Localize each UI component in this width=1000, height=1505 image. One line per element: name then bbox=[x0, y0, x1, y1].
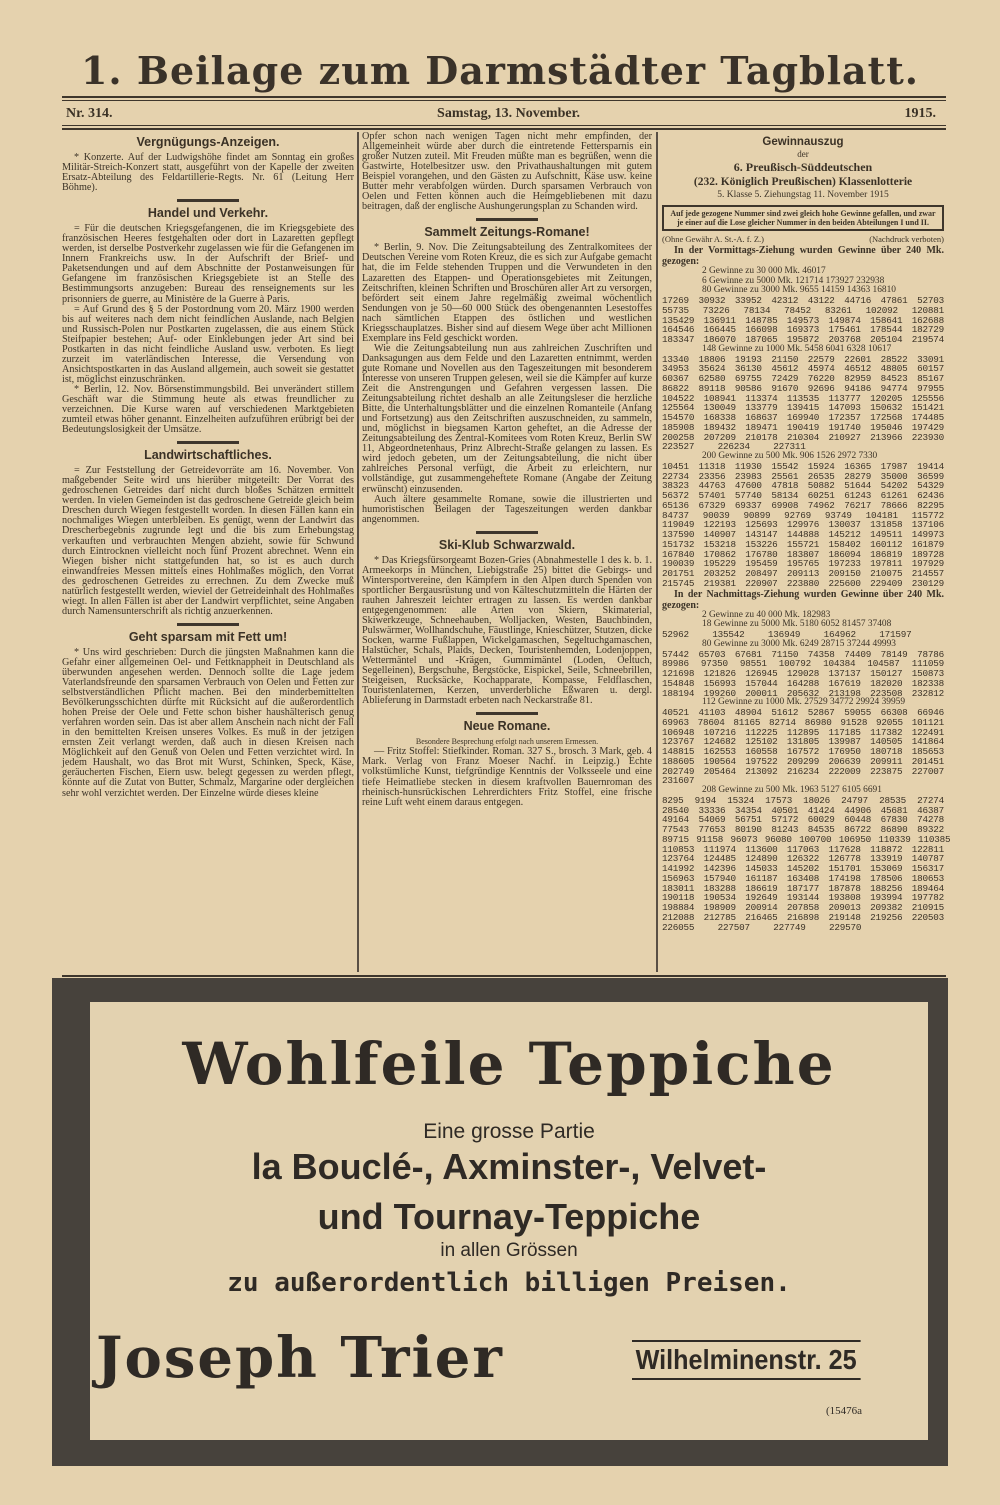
section-divider bbox=[476, 712, 538, 715]
column-divider bbox=[357, 132, 359, 972]
header-rule bbox=[62, 125, 946, 126]
number-row: 135429 136911 148785 149573 149874 158641 162688 bbox=[662, 314, 944, 326]
number-row: 215745 219381 220907 223880 225600 229409 230129 bbox=[662, 577, 944, 589]
number-row: 22734 23356 23983 25561 26535 28279 35000 36599 bbox=[662, 470, 944, 482]
lottery-title: 6. Preußisch-Süddeutschen bbox=[733, 160, 873, 174]
number-row: 28540 33336 34354 40501 41424 44906 45681 46387 bbox=[662, 804, 944, 816]
number-row: 200258 207209 210178 210304 210927 213966 223930 bbox=[662, 431, 944, 443]
article bbox=[62, 630, 354, 799]
lottery-class: 5. Klasse 5. Ziehungstag 11. November 1915 bbox=[717, 190, 889, 200]
morning-results bbox=[662, 267, 944, 589]
ad-line: zu außerordentlich billigen Preisen. bbox=[227, 1268, 791, 1298]
number-row: 226055 227507 227749 229570 bbox=[662, 921, 862, 933]
column-2 bbox=[362, 132, 652, 808]
article bbox=[62, 206, 354, 435]
article bbox=[362, 719, 652, 807]
number-row: 8295 9194 15324 17573 18026 24797 28535 27274 bbox=[662, 794, 944, 806]
number-row: 201751 203252 208497 209113 209150 210075 214557 bbox=[662, 568, 944, 579]
paragraph: * Berlin, 12. Nov. Börsenstimmungsbild. Bei unverändert stillem Geschäft war die Stimmung heute als etwas freundlicher zu verzeichnen. Die Kurse waren auf verschiedenen Marktgebieten zumteil etwas höher genannt. Einzelheiten aufzuführen erübrigt bei der Bedeutungslosigkeit der Umsätze. bbox=[62, 383, 354, 436]
number-row: 119049 122193 125693 129976 130037 131858 137106 bbox=[662, 519, 944, 531]
number-row: 55735 73226 78134 78452 83261 102092 120881 bbox=[662, 304, 944, 316]
number-row: 13340 18806 19193 21150 22579 22601 28522 33091 bbox=[662, 353, 944, 365]
paragraph: = Für die deutschen Kriegsgefangenen, die im Kriegsgebiete des französischen Heeres festgehalten oder dort in Lazaretten gepflegt werden, ist derselbe Postverkehr zugelassen wie für die Gefangenen im Innern Frankreichs usw. In der Aufschrift der Brief- und Paketsendungen und auf dem Abschnitte der Postanweisungen für Gefangene im französischen Kriegsgebiete ist an Stelle des Bestimmungsorts anzugeben: Bureau des renseignements sur les prisonniers de guerre, au Ministère de la Guerre à Paris. bbox=[62, 223, 354, 305]
drawing-intro: In der Nachmittags-Ziehung wurden Gewinne über 240 Mk. gezogen: bbox=[662, 588, 944, 611]
number-row: 183011 183288 186619 187177 187878 188256 189464 bbox=[662, 882, 944, 894]
number-row: 151732 153218 153226 155721 158402 160112 161879 bbox=[662, 538, 944, 550]
number-row: 52962 135542 136949 164962 171597 bbox=[662, 629, 912, 640]
article-heading: Handel und Verkehr. bbox=[147, 206, 269, 221]
article-heading: Ski-Klub Schwarzwald. bbox=[438, 537, 576, 552]
ad-line: in allen Grössen bbox=[440, 1240, 578, 1261]
issue-year: 1915. bbox=[904, 106, 936, 121]
issue-date: Samstag, 13. November. bbox=[437, 106, 581, 121]
paragraph: = Zur Feststellung der Getreidevorräte am 16. November. Von maßgebender Seite wird uns hierüber mitgeteilt: Der Vorrat des gedroschenen Getreides darf nicht durch bloßes Schätzen ermittelt werden. In vielen Gemeinden ist das gedroschene Getreide gleich beim Dreschen durch Wiegen festgestellt worden. In diesen Fällen kann ein nochmaliges Wiegen unterbleiben. Es genügt, wenn der Landwirt das Drescherbegebnis zugrunde legt und die bis zum Erhebungstag verkauften und verbrauchten Mengen abzieht, sowie für Schwund durch Eintrocknen vielleicht noch fünf Prozent abrechnet. Wenn ein Wiegen bisher nicht stattgefunden hat, so ist es auch durch einwandfreies Messen mittels eines Hohlmaßes möglich, den Vorrat des gedroschenen Getreides zu errechnen. Zu dem Zwecke muß natürlich festgestellt werden, wieviel der Getreideinhalt des Hohlmaßes wiegt. In allen Fällen ist aber der Landwirt verpflichtet, seine Angaben durch Namensunterschrift als richtig anzuerkennen. bbox=[62, 465, 354, 617]
paragraph: * Das Kriegsfürsorgeamt Bozen-Gries (Abnahmestelle 1 des k. b. 1. Armeekorps in München, Liebigstraße 25) bittet die Gebirgs- und Wintersportvereine, den Kämpfern in den Alpen durch Spenden von sportlicher Bergausrüstung und von Kälteschutzmitteln die Härten der rauhen Jahreszeit leichter ertragen zu lassen. Es werden dankbar entgegengenommen: alle Arten von Skiern, Skimaterial, Skiwerkzeuge, Schneehauben, Wolljacken, Westen, Bauchbinden, Pulswärmer, Wollhandschuhe, Fäustlinge, Knieschützer, Stutzen, dicke Socken, warme Fußlappen, Wickelgamaschen, Segeltuchgamaschen, Halstücher, Schals, Plaids, Decken, Touristenhemden, Lodenjoppen, Wettermäntel und -Krägen, Gummimäntel (Loden, Oeltuch, Segelleinen), Bergschuhe, Bergstöcke, Eispickel, Seile, Schneebrillen, Steigeisen, Rucksäcke, Kochapparate, Kompasse, Feldflaschen, Touristenlaternen, Kerzen, unverderbliche Eßwaren u. dergl. Ablieferung in Darmstadt erbeten nach Neckarstraße 81. bbox=[362, 554, 652, 707]
number-row: 167840 170862 176780 183807 186094 186819 189728 bbox=[662, 548, 944, 560]
ad-line: und Tournay-Teppiche bbox=[317, 1196, 701, 1237]
number-row: 154848 156993 157044 164288 167619 182020 182338 bbox=[662, 677, 944, 689]
number-row: 125564 130049 133779 139415 147093 150632 151421 bbox=[662, 402, 944, 414]
paragraph: * Uns wird geschrieben: Durch die jüngsten Maßnahmen kann die Gefahr einer allgemeinen Oel- und Fettknappheit in Deutschland als überwunden angesehen werden. Dennoch sollte die Lage jedem Vaterlandsfreunde den sparsamen Verbrauch von Oelen und Fetten zur selbstverständlichen Pflicht machen. Bei den minderbemittelten Bevölkerungsschichten dürfte mit Rücksicht auf die außerordentlich hohen Preise der Oele und Fette schon bisher haushälterisch genug verfahren worden sein. Das ist aber allem Anschein nach nicht der Fall in den bemittelten Kreisen unseres Volkes. Es muß in der jetzigen ernsten Zeit verlangt werden, daß auch in diesen Kreisen nach Möglichkeit auf den Genuß von Oelen und Fetten verzichtet wird. In jedem Haushalt, wo das Brot mit Wurst, Schinken, Speck, Käse, geräucherten Fischen, Eiern usw. belegt gegessen zu werden pflegt, könnte auf die Zutat von Butter, Schmalz, Margarine oder dergleichen sehr wohl verzichtet werden. Der Einzelne würde dieses kleine bbox=[62, 646, 354, 799]
article bbox=[62, 135, 354, 193]
number-row: 106948 107216 112225 112895 117185 117382 122491 bbox=[662, 726, 944, 738]
article bbox=[362, 538, 652, 707]
number-row: 188605 190564 197522 209299 206639 209911 201451 bbox=[662, 755, 944, 767]
lottery-column bbox=[662, 132, 951, 933]
lottery-heading: Gewinnauszug bbox=[762, 136, 844, 148]
article bbox=[362, 225, 652, 524]
section-divider bbox=[476, 531, 538, 534]
number-row: 34953 35624 36130 45612 45974 46512 48805 60157 bbox=[662, 363, 944, 375]
prize-group: 2 Gewinne zu 40 000 Mk. 182983 bbox=[702, 609, 831, 620]
number-row: 190118 190534 192649 193144 193808 193994 197782 bbox=[662, 892, 944, 904]
masthead-title: 1. Beilage zum Darmstädter Tagblatt. bbox=[80, 48, 920, 93]
number-row: 38323 44763 47600 47818 50882 51644 54202 54329 bbox=[662, 480, 944, 492]
number-row: 123767 124682 125102 131805 139987 140505 141864 bbox=[662, 736, 944, 748]
issue-line bbox=[66, 106, 936, 122]
number-row: 77543 77653 80190 81243 84535 86722 86890 89322 bbox=[662, 824, 944, 835]
lottery-notes bbox=[662, 235, 944, 245]
number-row: 84737 90039 90899 92769 93749 104181 115772 bbox=[662, 509, 944, 521]
section-divider bbox=[177, 441, 239, 444]
number-row: 190039 195229 195459 195765 197233 197811 197929 bbox=[662, 558, 944, 570]
number-row: 137590 140907 143147 144888 145212 149511 149973 bbox=[662, 529, 944, 540]
ad-line: la Bouclé-, Axminster-, Velvet- bbox=[251, 1146, 767, 1187]
number-row: 10451 11318 11930 15542 15924 16365 17987 19414 bbox=[662, 460, 944, 472]
header-rule bbox=[62, 96, 946, 98]
paragraph: Opfer schon nach wenigen Tagen nicht mehr empfinden, der Allgemeinheit würde aber durch die eintretende Fettersparnis ein großer Nutzen zuteil. Mit Freuden müßte man es begrüßen, wenn die Gastwirte, Hotelbesitzer usw. den Privathaushaltungen mit gutem Beispiel vorangehen, und den Gästen zu Aufschnitt, Käse usw. keine Butter mehr verabfolgen würden. Durch sparsamen Verbrauch von Oelen und Fetten können auch die Heimgebliebenen mit dazu beitragen, daß der englische Aushungerungsplan zu Schanden wird. bbox=[362, 131, 652, 213]
note: (Nachdruck verboten) bbox=[869, 234, 944, 244]
number-row: 198884 198909 200914 207858 209013 209382 210915 bbox=[662, 902, 944, 913]
article bbox=[62, 448, 354, 617]
prize-group: 80 Gewinne zu 3000 Mk. 6249 28715 37244 49993 bbox=[702, 638, 896, 649]
ad-line: Eine grosse Partie bbox=[423, 1120, 595, 1143]
prize-group: 148 Gewinne zu 1000 Mk. 5458 6041 6328 10617 bbox=[702, 343, 892, 354]
section-divider bbox=[476, 218, 538, 221]
paragraph: Auch ältere gesammelte Romane, sowie die illustrierten und humoristischen Beilagen der Tageszeitungen werden dankbar angenommen. bbox=[362, 493, 652, 525]
number-row: 154570 168338 168637 169940 172357 172568 174485 bbox=[662, 412, 944, 423]
number-row: 86822 89118 90586 91670 92696 94186 94774 97955 bbox=[662, 382, 944, 394]
section-divider bbox=[177, 623, 239, 626]
number-row: 104522 108941 113374 113535 113777 120205 125556 bbox=[662, 392, 944, 404]
afternoon-results bbox=[662, 609, 951, 933]
number-row: 123764 124485 124890 126322 126778 133919 140787 bbox=[662, 853, 944, 865]
paragraph: = Auf Grund des § 5 der Postordnung vom 20. März 1900 werden bis auf weiteres nach dem nicht feindlichen Auslande, nach Belgien und Russisch-Polen nur Postkarten zugelassen, die aus einem Stück Steifpapier bestehen; Auf- oder Einklebungen jeder Art sind bei Postkarten in das nicht feindliche Ausland usw. verboten. Es liegt zurzeit im vaterländischen Interesse, die Versendung von Ansichtspostkarten in das Ausland allgemein, auch soweit sie gestattet ist, möglichst einzuschränken. bbox=[62, 303, 354, 385]
header-rule bbox=[62, 100, 946, 101]
article-heading: Geht sparsam mit Fett um! bbox=[128, 629, 288, 644]
ad-address: Wilhelminenstr. 25 bbox=[632, 1340, 860, 1380]
issue-number: Nr. 314. bbox=[66, 106, 113, 121]
paragraph: * Konzerte. Auf der Ludwigshöhe findet am Sonntag ein großes Militär-Streich-Konzert statt, ausgeführt von der Kapelle der zweiten Ersatz-Abteilung des Feldartillerie-Regts. Nr. 61 (Leitung Herr Böhme). bbox=[62, 152, 354, 194]
prize-group: 80 Gewinne zu 3000 Mk. 9655 14159 14363 16810 bbox=[702, 285, 896, 296]
section-rule bbox=[62, 975, 946, 977]
number-row: 49164 54069 56751 57172 60029 60448 67830 74278 bbox=[662, 814, 944, 826]
drawing-intro: In der Vormittags-Ziehung wurden Gewinne über 240 Mk. gezogen: bbox=[662, 244, 944, 267]
number-row: 89986 97350 98551 100792 104384 104587 111059 bbox=[662, 658, 944, 670]
number-row: 57442 65703 67681 71150 74358 74409 78149 78786 bbox=[662, 648, 944, 660]
number-row: 188194 199260 200011 205632 213198 223508 232812 bbox=[662, 687, 944, 699]
article-heading: Neue Romane. bbox=[463, 719, 551, 734]
number-row: 231607 bbox=[662, 775, 695, 787]
column-1 bbox=[62, 132, 354, 799]
paragraph: * Berlin, 9. Nov. Die Zeitungsabteilung des Zentralkomitees der Deutschen Vereine vom Roten Kreuz, die es sich zur Aufgabe gemacht hat, die im Felde stehenden Truppen und die Verwundeten in den Lazaretten des Etappen- und Operationsgebietes mit Zeitungen, Zeitschriften, kleinen Schriften und Broschüren aller Art zu versorgen, befördert seit einem Jahre regelmäßig zweimal wöchentlich Sendungen von je 50—60 000 Stück des obengenannten Lesestoffes nach sämtlichen Etappen des östlichen und westlichen Kriegsschauplatzes. Bisher sind auf diesem Wege über acht Millionen Exemplare ins Feld geschickt worden. bbox=[362, 242, 652, 344]
lottery-der: der bbox=[797, 149, 809, 159]
article-heading: Sammelt Zeitungs-Romane! bbox=[424, 225, 590, 240]
section-divider bbox=[177, 199, 239, 202]
lottery-title: (232. Königlich Preußischen) Klassenlotterie bbox=[693, 176, 913, 188]
number-row: 110853 111974 113600 117063 117628 118872 122811 bbox=[662, 843, 944, 855]
paragraph: Wie die Zeitungsabteilung nun aus zahlreichen Zuschriften und Danksagungen aus dem Felde und den Lazaretten entnimmt, werden gute Romane und Novellen aus den Tageszeitungen mit besonderem Interesse von unseren Truppen gelesen, weil sie die Kämpfer auf kurze Zeit die Anstrengungen und Gefahren vergessen lassen. Die Zeitungsabteilung richtet deshalb an alle Zeitungsleser die herzliche Bitte, die Unterhaltungsblätter und die einzelnen Romanteile (Anfang und Fortsetzung) aus den Zeitschriften auszuschneiden, zu sammeln, und, möglichst in biegsamen Karton geheftet, an die Adresse der Zeitungsabteilung des Zentral-Komitees vom Roten Kreuz, Berlin SW 11, Abgeordnetenhaus, Prinz Albrecht-Straße gelangen zu lassen. Es wird jedoch gebeten, um der Zeitungsabteilung, die nicht über zahlreiches Personal verfügt, die Arbeit zu erleichtern, nur vollständige, gut zusammengeheftete Romane (Angabe der Zeitung erwünscht) einzusenden. bbox=[362, 342, 652, 495]
number-row: 65136 67329 69337 69908 74962 76217 78666 82295 bbox=[662, 499, 944, 511]
number-row: 60367 62580 69755 72429 76220 82959 84523 85167 bbox=[662, 373, 944, 384]
number-row: 185908 189432 189471 190419 191740 195046 197429 bbox=[662, 421, 944, 433]
prize-group: 6 Gewinne zu 5000 Mk. 121714 173927 232938 bbox=[702, 275, 885, 286]
ad-headline: Wohlfeile Teppiche bbox=[182, 1030, 836, 1098]
paragraph: — Fritz Stoffel: Stiefkinder. Roman. 327 S., brosch. 3 Mark, geb. 4 Mark. Verlag von Franz Moeser Nachf. in Leipzig.) Echte volkstümliche Kunst, tiefgründige Kenntnis der Volksseele und eine tiefe Heimatliebe stecken in diesem kraftvollen Bauernroman des rheinisch-hunsrückischen Lehrerdichters Fritz Stoffel, eine frische reine Luft weht einem daraus entgegen. bbox=[362, 746, 652, 808]
article-heading: Vergnügungs-Anzeigen. bbox=[136, 135, 280, 149]
number-row: 183347 186070 187065 195872 203768 205104 219574 bbox=[662, 334, 944, 345]
lottery-notice: Auf jede gezogene Nummer sind zwei gleich hohe Gewinne gefallen, und zwar je einer auf die Lose gleicher Nummer in den beiden Abteilungen I und II. bbox=[662, 205, 944, 231]
ad-company: Joseph Trier bbox=[96, 1325, 504, 1391]
number-row: 156963 157940 161187 163408 174198 178506 180653 bbox=[662, 872, 944, 884]
number-row: 148815 162553 160558 167572 176950 180718 185653 bbox=[662, 746, 944, 757]
number-row: 40521 41103 48904 51612 52867 59055 66308 66946 bbox=[662, 707, 944, 718]
number-row: 89715 91158 96073 96080 100700 106950 110339 110385 bbox=[662, 833, 951, 845]
number-row: 164546 166445 166098 169373 175461 178544 182729 bbox=[662, 324, 944, 336]
ad-reference: (15476a bbox=[826, 1405, 863, 1417]
number-row: 223527 226234 227311 bbox=[662, 441, 806, 453]
note: (Ohne Gewähr A. St.-A. f. Z.) bbox=[662, 234, 764, 244]
number-row: 69963 78604 81165 82714 86980 91528 92055 101121 bbox=[662, 716, 944, 728]
number-row: 141992 142396 145033 145202 151701 153069 156317 bbox=[662, 863, 944, 874]
prize-group: 200 Gewinne zu 500 Mk. 906 1526 2972 7330 bbox=[702, 451, 878, 461]
number-row: 56372 57401 57740 58134 60251 61243 61261 62436 bbox=[662, 490, 944, 501]
number-row: 212088 212785 216465 216898 219148 219256 220503 bbox=[662, 911, 944, 923]
number-row: 202749 205464 213092 216234 222009 223875 227007 bbox=[662, 765, 944, 777]
number-row: 17269 30932 33952 42312 43122 44716 47861 52703 bbox=[662, 295, 944, 306]
prize-group: 112 Gewinne zu 1000 Mk. 27529 34772 29924 39959 bbox=[702, 697, 906, 708]
prize-group: 208 Gewinne zu 500 Mk. 1963 5127 6105 6691 bbox=[702, 785, 882, 795]
column-divider bbox=[656, 132, 658, 972]
prize-group: 2 Gewinne zu 30 000 Mk. 46017 bbox=[702, 265, 826, 276]
number-row: 121698 121826 126945 129028 137137 150127 150873 bbox=[662, 668, 944, 679]
header-rule bbox=[62, 128, 946, 130]
prize-group: 18 Gewinne zu 5000 Mk. 5180 6052 81457 37408 bbox=[702, 619, 892, 630]
article-heading: Landwirtschaftliches. bbox=[144, 448, 272, 463]
article-subheading: Besondere Besprechung erfolgt nach unserem Ermessen. bbox=[415, 737, 599, 747]
